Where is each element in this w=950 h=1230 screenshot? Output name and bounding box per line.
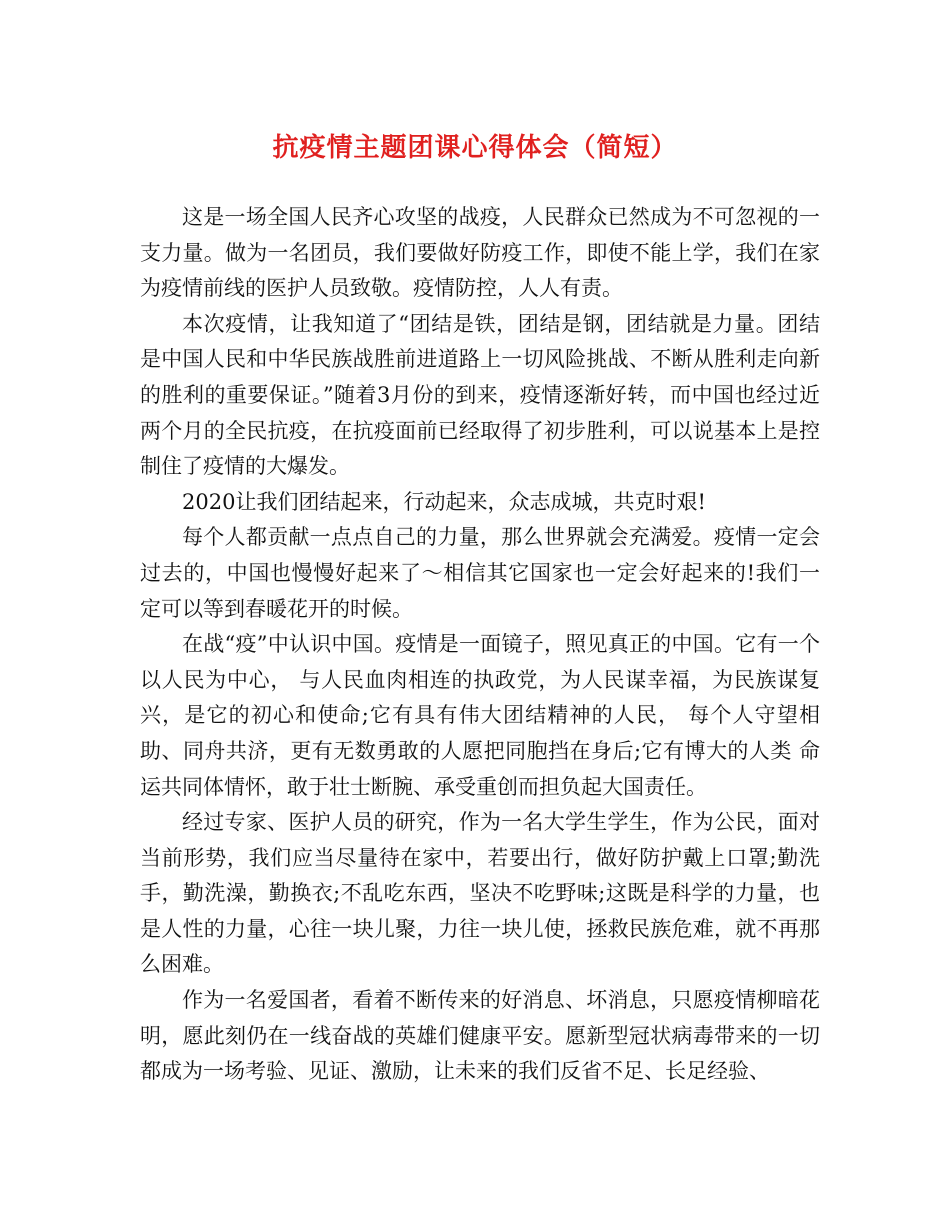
paragraph: 作为一名爱国者，看着不断传来的好消息、坏消息，只愿疫情柳暗花明，愿此刻仍在一线奋战的英雄们健康平安。愿新型冠状病毒带来的一切都成为一场考验、见证、激励，让未来的我们反省不足、长足经验、 xyxy=(140,988,820,1084)
paragraph: 本次疫情，让我知道了“团结是铁，团结是钢，团结就是力量。团结是中国人民和中华民族战胜前进道路上一切风险挑战、不断从胜利走向新的胜利的重要保证。”随着3月份的到来，疫情逐渐好转，而中国也经过近两个月的全民抗疫，在抗疫面前已经取得了初步胜利，可以说基本上是控制住了疫情的大爆发。 xyxy=(140,311,820,479)
paragraph: 在战“疫”中认识中国。疫情是一面镜子，照见真正的中国。它有一个以人民为中心， 与人民血肉相连的执政党，为人民谋幸福，为民族谋复兴，是它的初心和使命;它有具有伟大团结精神的人民， 每个人守望相助、同舟共济，更有无数勇敢的人愿把同胞挡在身后;它有博大的人类 命运共同体情怀，敢于壮士断腕、承受重创而担负起大国责任。 xyxy=(140,632,820,799)
document-body xyxy=(140,200,820,1090)
paragraph: 2020让我们团结起来，行动起来，众志成城，共克时艰! xyxy=(182,489,706,514)
paragraph: 每个人都贡献一点点自己的力量，那么世界就会充满爱。疫情一定会过去的，中国也慢慢好起来了～相信其它国家也一定会好起来的!我们一定可以等到春暖花开的时候。 xyxy=(140,525,820,621)
document-title: 抗疫情主题团课心得体会（简短） xyxy=(272,133,678,163)
paragraph: 经过专家、医护人员的研究，作为一名大学生学生，作为公民，面对当前形势，我们应当尽量待在家中，若要出行，做好防护戴上口罩;勤洗手，勤洗澡，勤换衣;不乱吃东西，坚决不吃野味;这既是科学的力量，也是人性的力量，心往一块儿聚，力往一块儿使，拯救民族危难，就不再那么困难。 xyxy=(140,810,820,977)
paragraph: 这是一场全国人民齐心攻坚的战疫，人民群众已然成为不可忽视的一支力量。做为一名团员，我们要做好防疫工作，即使不能上学，我们在家为疫情前线的医护人员致敬。疫情防控，人人有责。 xyxy=(140,205,820,301)
